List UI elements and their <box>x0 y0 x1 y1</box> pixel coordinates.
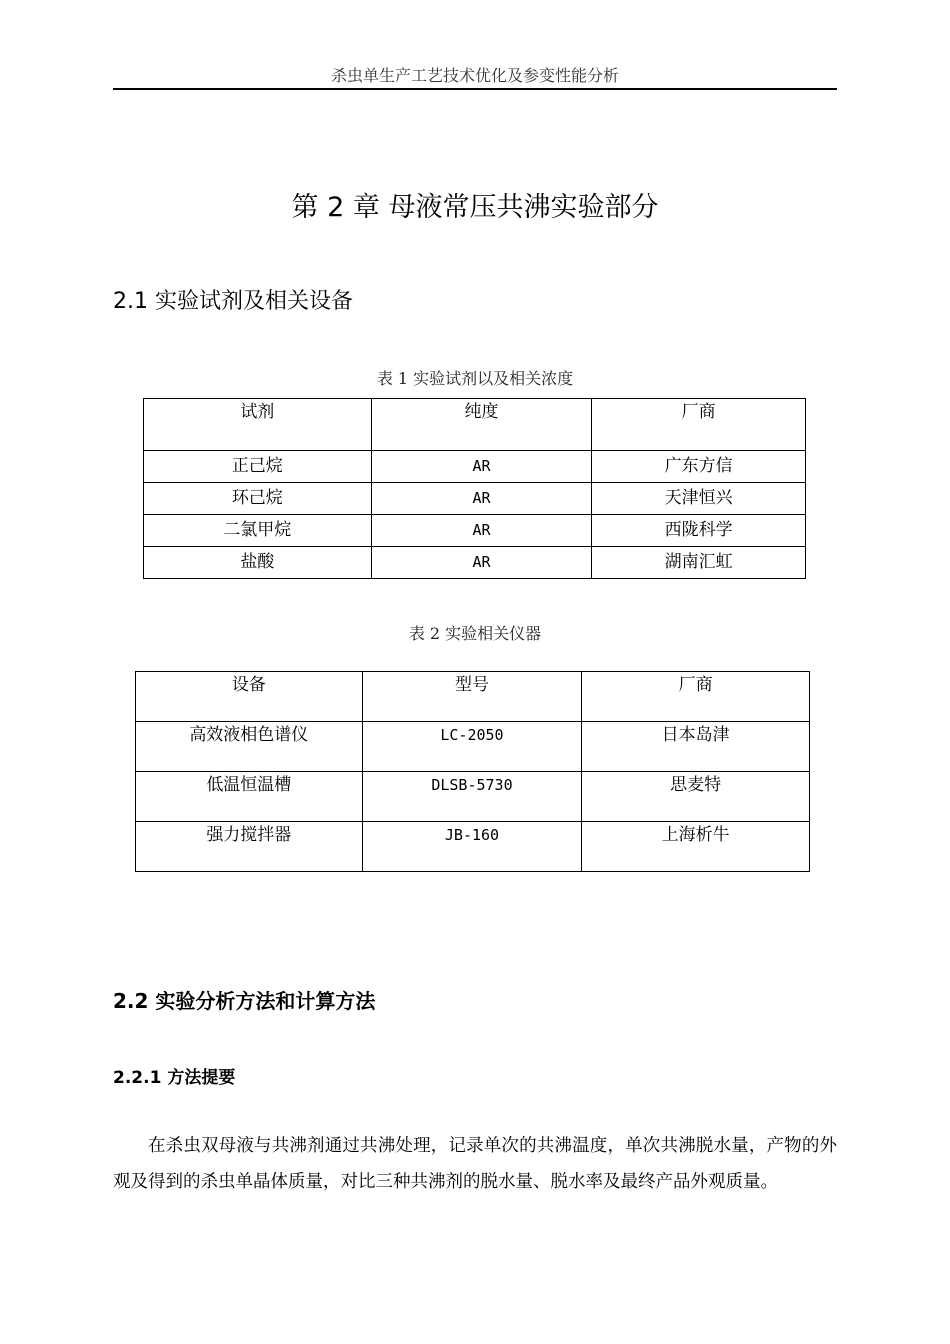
table-header-cell: 纯度 <box>371 399 592 451</box>
table-row <box>136 722 810 772</box>
instruments-table <box>135 671 810 872</box>
table-cell: 二氯甲烷 <box>144 515 372 547</box>
header-rule <box>113 88 837 90</box>
table-row <box>144 515 806 547</box>
table-cell: AR <box>371 547 592 579</box>
table-cell: 高效液相色谱仪 <box>136 722 363 772</box>
table-header-cell: 试剂 <box>144 399 372 451</box>
table-row <box>144 451 806 483</box>
reagents-table <box>143 398 806 579</box>
table-cell: 正己烷 <box>144 451 372 483</box>
table-cell: 湖南汇虹 <box>592 547 806 579</box>
table-cell: JB-160 <box>362 822 582 872</box>
table2-caption: 表 2 实验相关仪器 <box>408 624 542 643</box>
table-cell: 天津恒兴 <box>592 483 806 515</box>
table-row <box>136 772 810 822</box>
table-row <box>144 483 806 515</box>
table-cell: 强力搅拌器 <box>136 822 363 872</box>
running-header: 杀虫单生产工艺技术优化及参变性能分析 <box>330 66 619 85</box>
table1-caption: 表 1 实验试剂以及相关浓度 <box>376 369 574 388</box>
table-header-row <box>144 399 806 451</box>
table-cell: 日本岛津 <box>582 722 810 772</box>
section-heading-2-1: 2.1 实验试剂及相关设备 <box>113 289 353 314</box>
table-cell: 思麦特 <box>582 772 810 822</box>
table-cell: 广东方信 <box>592 451 806 483</box>
table-cell: 低温恒温槽 <box>136 772 363 822</box>
method-paragraph: 在杀虫双母液与共沸剂通过共沸处理，记录单次的共沸温度，单次共沸脱水量，产物的外观及得到的杀虫单晶体质量，对比三种共沸剂的脱水量、脱水率及最终产品外观质量。 <box>113 1136 837 1192</box>
table-cell: AR <box>371 451 592 483</box>
table-cell: AR <box>371 515 592 547</box>
section-heading-2-2: 2.2 实验分析方法和计算方法 <box>113 989 376 1013</box>
table-cell: 西陇科学 <box>592 515 806 547</box>
table-cell: 环己烷 <box>144 483 372 515</box>
table-cell: 盐酸 <box>144 547 372 579</box>
table-header-cell: 厂商 <box>582 672 810 722</box>
table-header-cell: 设备 <box>136 672 363 722</box>
table-header-row <box>136 672 810 722</box>
table-cell: 上海析牛 <box>582 822 810 872</box>
table-cell: AR <box>371 483 592 515</box>
table-row <box>136 822 810 872</box>
table-header-cell: 厂商 <box>592 399 806 451</box>
chapter-title: 第 2 章 母液常压共沸实验部分 <box>291 192 659 223</box>
table-row <box>144 547 806 579</box>
subsection-heading-2-2-1: 2.2.1 方法提要 <box>113 1068 236 1088</box>
table-cell: DLSB-5730 <box>362 772 582 822</box>
table-cell: LC-2050 <box>362 722 582 772</box>
table-header-cell: 型号 <box>362 672 582 722</box>
